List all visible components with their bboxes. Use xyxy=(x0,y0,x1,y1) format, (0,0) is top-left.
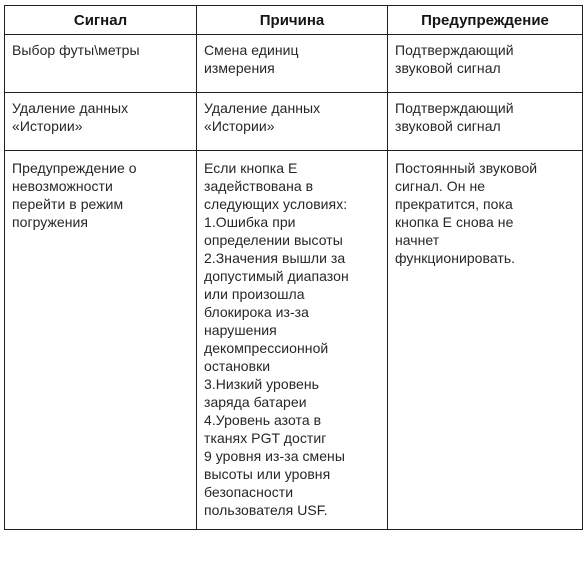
cell-line: 9 уровня из-за смены xyxy=(204,448,345,464)
cell-warning xyxy=(388,151,583,530)
cell-line: Смена единиц xyxy=(204,42,299,58)
cell-line: пользователя USF. xyxy=(204,502,328,518)
cell-line: 3.Низкий уровень xyxy=(204,376,319,392)
cell-line: «Истории» xyxy=(204,118,275,134)
cell-line: невозможности xyxy=(12,178,113,194)
cell-line: или произошла xyxy=(204,286,305,302)
cell-line: Выбор футы\метры xyxy=(12,42,140,58)
cell-line: прекратится, пока xyxy=(395,196,513,212)
cell-line: следующих условиях: xyxy=(204,196,348,212)
cell-warning xyxy=(388,93,583,151)
cell-signal xyxy=(5,35,197,93)
signal-table xyxy=(4,5,583,530)
cell-signal xyxy=(5,151,197,530)
cell-line: заряда батареи xyxy=(204,394,307,410)
cell-line: остановки xyxy=(204,358,271,374)
table-row xyxy=(5,35,583,93)
cell-line: Если кнопка Е xyxy=(204,160,298,176)
cell-line: допустимый диапазон xyxy=(204,268,349,284)
cell-line: функционировать. xyxy=(395,250,516,266)
cell-line: Подтверждающий xyxy=(395,100,514,116)
cell-line: Подтверждающий xyxy=(395,42,514,58)
cell-warning xyxy=(388,35,583,93)
cell-line: начнет xyxy=(395,232,440,248)
table-row xyxy=(5,151,583,530)
cell-line: Удаление данных xyxy=(12,100,129,116)
header-warning: Предупреждение xyxy=(388,6,583,35)
cell-line: звуковой сигнал xyxy=(395,118,501,134)
cell-line: безопасности xyxy=(204,484,294,500)
table-header-row xyxy=(5,6,583,35)
cell-line: декомпрессионной xyxy=(204,340,329,356)
cell-line: высоты или уровня xyxy=(204,466,331,482)
cell-line: сигнал. Он не xyxy=(395,178,486,194)
table-row xyxy=(5,93,583,151)
cell-cause xyxy=(197,93,388,151)
cell-line: нарушения xyxy=(204,322,277,338)
cell-line: Постоянный звуковой xyxy=(395,160,538,176)
cell-line: кнопка Е снова не xyxy=(395,214,514,230)
header-signal: Сигнал xyxy=(5,6,197,35)
cell-line: 1.Ошибка при xyxy=(204,214,296,230)
cell-line: блокирока из-за xyxy=(204,304,309,320)
cell-line: перейти в режим xyxy=(12,196,124,212)
cell-line: «Истории» xyxy=(12,118,83,134)
cell-line: тканях PGT достиг xyxy=(204,430,327,446)
cell-line: погружения xyxy=(12,214,89,230)
cell-line: измерения xyxy=(204,60,275,76)
cell-line: 2.Значения вышли за xyxy=(204,250,346,266)
cell-cause xyxy=(197,35,388,93)
cell-line: Удаление данных xyxy=(204,100,321,116)
cell-line: Предупреждение о xyxy=(12,160,137,176)
cell-line: звуковой сигнал xyxy=(395,60,501,76)
cell-line: задействована в xyxy=(204,178,314,194)
cell-line: 4.Уровень азота в xyxy=(204,412,322,428)
cell-line: определении высоты xyxy=(204,232,343,248)
cell-signal xyxy=(5,93,197,151)
cell-cause xyxy=(197,151,388,530)
header-cause: Причина xyxy=(197,6,388,35)
